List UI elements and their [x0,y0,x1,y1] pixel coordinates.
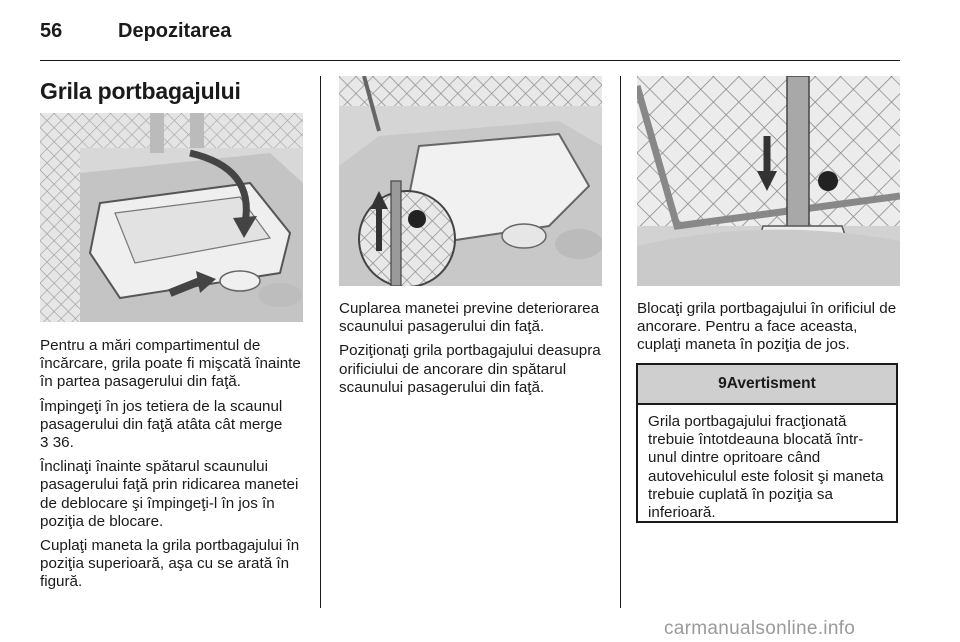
paragraph: Poziţionaţi grila portbagajului deasupra orificiului de ancorare din spătarul scaunului pasagerului din faţă. [339,342,601,396]
header-rule [40,60,900,61]
section-title: Grila portbagajului [40,78,241,104]
paragraph: Blocaţi grila portbagajului în orificiul de ancorare. Pentru a face aceasta, cuplaţi maneta în poziţia de jos. [637,300,897,354]
column-2-text [339,300,601,403]
footer-watermark: carmanualsonline.info [664,618,856,639]
column-divider-2 [620,76,621,608]
paragraph: Cuplaţi maneta la grila portbagajului în poziţia superioară, aşa cu se arată în figură. [40,537,300,591]
column-divider-1 [320,76,321,608]
warning-text: Grila portbagajului fracţionată trebuie întotdeauna blocată într-unul dintre opritoare când autovehiculul este folosit şi maneta trebuie cuplată în poziţia sa inferioară. [648,413,884,522]
figure-grille-positioning [339,76,602,286]
page-reference: 36. [52,434,74,452]
paragraph-with-reference [40,398,310,453]
figure-grille-locking [637,76,900,286]
paragraph: Pentru a mări compartimentul de încărcare, grila poate fi mişcată înainte în partea pasagerului din faţă. [40,337,301,391]
warning-title: Avertisment [726,375,816,392]
page-number: 56 [40,20,63,42]
warning-header [638,365,896,405]
page-reference-arrow: 3 [40,434,49,452]
column-1-text [40,337,310,598]
warning-box [636,363,898,523]
page-header-title: Depozitarea [118,20,232,42]
column-3-text [637,300,903,361]
paragraph-text: Împingeţi în jos tetiera de la scaunul pasagerului din faţă atâta cât merge [40,397,283,433]
paragraph: Înclinaţi înainte spătarul scaunului pasagerului faţă prin ridicarea manetei de deblocare şi împingeţi-l în jos în poziţia de blocare. [40,458,299,530]
paragraph: Cuplarea manetei previne deteriorarea scaunului pasagerului din faţă. [339,300,600,336]
warning-icon: 9 [718,375,727,392]
figure-folded-seat [40,113,303,322]
